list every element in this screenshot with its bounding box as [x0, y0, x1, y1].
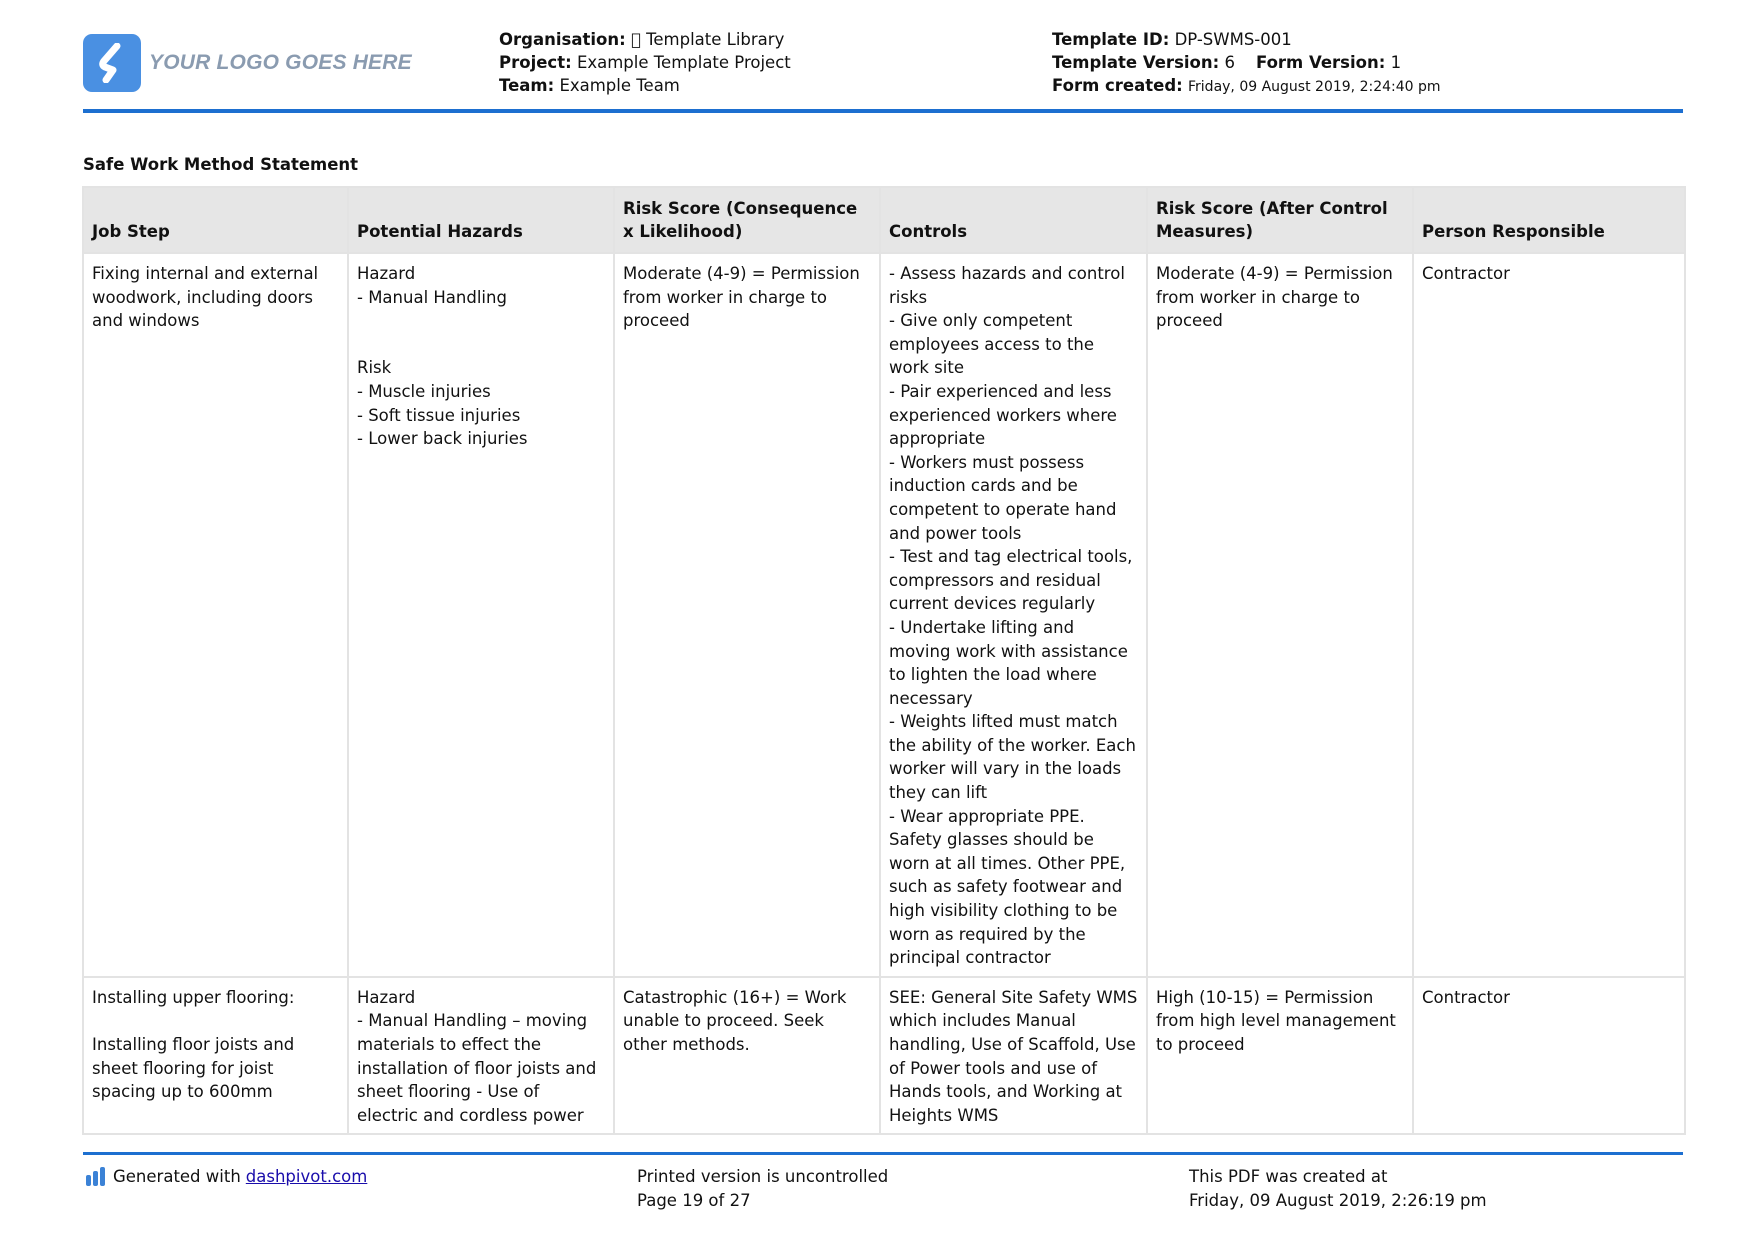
project-line: Project: Example Template Project: [499, 53, 791, 72]
cell-text: SEE: General Site Safety WMS which includes Manual handling, Use of Scaffold, Use of Power tools and use of Hands tools, and Working at Heights WMS: [889, 987, 1143, 1125]
cell-text: - Soft tissue injuries: [357, 405, 521, 425]
cell-text: Hazard: [357, 987, 416, 1007]
cell-text: - Muscle injuries: [357, 381, 491, 401]
dashpivot-link[interactable]: dashpivot.com: [245, 1167, 368, 1186]
cell-text: [92, 1009, 339, 1033]
logo-text: YOUR LOGO GOES HERE: [149, 51, 412, 74]
risk-score-cell: [614, 253, 880, 977]
cell-text: - Manual Handling: [357, 287, 507, 307]
cell-text: - Give only competent employees access to the work site: [889, 311, 1100, 378]
table-row: [83, 977, 1685, 1135]
uncontrolled-text: Printed version is uncontrolled: [637, 1167, 889, 1186]
cell-text: - Undertake lifting and moving work with assistance to lighten the load where necessary: [889, 617, 1134, 708]
hazards-cell: [348, 253, 614, 977]
print-notice: [637, 1165, 888, 1213]
cell-text: Catastrophic (16+) = Work unable to proceed. Seek other methods.: [623, 987, 852, 1054]
cell-text: Contractor: [1422, 264, 1510, 283]
hazards-cell: [348, 977, 614, 1135]
project-meta: [499, 28, 791, 97]
cell-text: Moderate (4-9) = Permission from worker in charge to proceed: [623, 264, 866, 331]
template-version-value: 6: [1224, 53, 1235, 72]
pdf-created-value: Friday, 09 August 2019, 2:26:19 pm: [1189, 1191, 1487, 1210]
header-divider: [83, 109, 1683, 113]
form-created-line: Form created: Friday, 09 August 2019, 2:24:40 pm: [1052, 76, 1441, 95]
cell-text: - Wear appropriate PPE. Safety glasses should be worn at all times. Other PPE, such as safety footwear and high visibility clothing to be worn as required by the principal contractor: [889, 806, 1131, 968]
risk-score-cell: [614, 977, 880, 1135]
cell-text: - Workers must possess induction cards and be competent to operate hand and power tools: [889, 452, 1122, 543]
job-step-cell: [83, 253, 348, 977]
controls-cell: [880, 253, 1147, 977]
generated-with: [86, 1165, 367, 1189]
cell-text: Moderate (4-9) = Permission from worker in charge to proceed: [1156, 264, 1399, 331]
document-header: [83, 28, 1683, 110]
cell-text: [357, 333, 605, 357]
cell-text: Installing upper flooring:: [92, 987, 295, 1007]
cell-text: [357, 309, 605, 333]
generated-label: Generated with: [113, 1167, 241, 1186]
column-header: Risk Score (After Control Measures): [1147, 187, 1413, 253]
cell-text: - Weights lifted must match the ability of the worker. Each worker will vary in the loads they can lift: [889, 712, 1142, 803]
table-header-row: [83, 187, 1685, 253]
risk-after-cell: [1147, 977, 1413, 1135]
swms-table: [82, 186, 1686, 1135]
team-value: Example Team: [559, 76, 680, 95]
column-header: Potential Hazards: [348, 187, 614, 253]
controls-cell: [880, 977, 1147, 1135]
organisation-value: Template Library: [630, 30, 770, 49]
page-number: Page 19 of 27: [637, 1191, 751, 1210]
template-id-line: Template ID: DP-SWMS-001: [1052, 30, 1292, 49]
cell-text: High (10-15) = Permission from high level management to proceed: [1156, 987, 1402, 1054]
template-meta: [1052, 28, 1441, 99]
person-responsible-cell: [1413, 253, 1685, 977]
pdf-created: [1189, 1165, 1487, 1213]
cell-text: Fixing internal and external woodwork, including doors and windows: [92, 264, 324, 331]
cell-text: Hazard: [357, 264, 416, 283]
version-line: Template Version: 6 Form Version: 1: [1052, 53, 1402, 72]
cell-text: - Pair experienced and less experienced workers where appropriate: [889, 381, 1123, 449]
column-header: Controls: [880, 187, 1147, 253]
risk-after-cell: [1147, 253, 1413, 977]
cell-text: - Test and tag electrical tools, compressors and residual current devices regularly: [889, 547, 1138, 614]
column-header: Job Step: [83, 187, 348, 253]
job-step-cell: [83, 977, 348, 1135]
dashpivot-icon: [86, 1168, 105, 1186]
section-title: Safe Work Method Statement: [83, 155, 359, 174]
project-value: Example Template Project: [576, 53, 791, 72]
team-line: Team: Example Team: [499, 76, 680, 95]
column-header: Person Responsible: [1413, 187, 1685, 253]
cell-text: - Manual Handling – moving materials to effect the installation of floor joists and sheet flooring - Use of electric and cordless power: [357, 1011, 602, 1125]
cell-text: Installing floor joists and sheet flooring for joist spacing up to 600mm: [92, 1035, 300, 1102]
organisation-line: Organisation: Template Library: [499, 28, 791, 51]
form-version-value: 1: [1390, 53, 1402, 72]
table-row: [83, 253, 1685, 977]
form-created-value: Friday, 09 August 2019, 2:24:40 pm: [1188, 79, 1441, 95]
cell-text: - Assess hazards and control risks: [889, 264, 1131, 307]
cell-text: Risk: [357, 358, 392, 378]
column-header: Risk Score (Consequence x Likelihood): [614, 187, 880, 253]
cell-text: Contractor: [1422, 987, 1510, 1007]
template-id-value: DP-SWMS-001: [1174, 30, 1292, 49]
company-logo: [83, 34, 412, 92]
logo-icon: [83, 34, 141, 92]
cell-text: - Lower back injuries: [357, 429, 528, 449]
pdf-created-label: This PDF was created at: [1189, 1167, 1388, 1186]
person-responsible-cell: [1413, 977, 1685, 1135]
footer-divider: [83, 1152, 1683, 1155]
